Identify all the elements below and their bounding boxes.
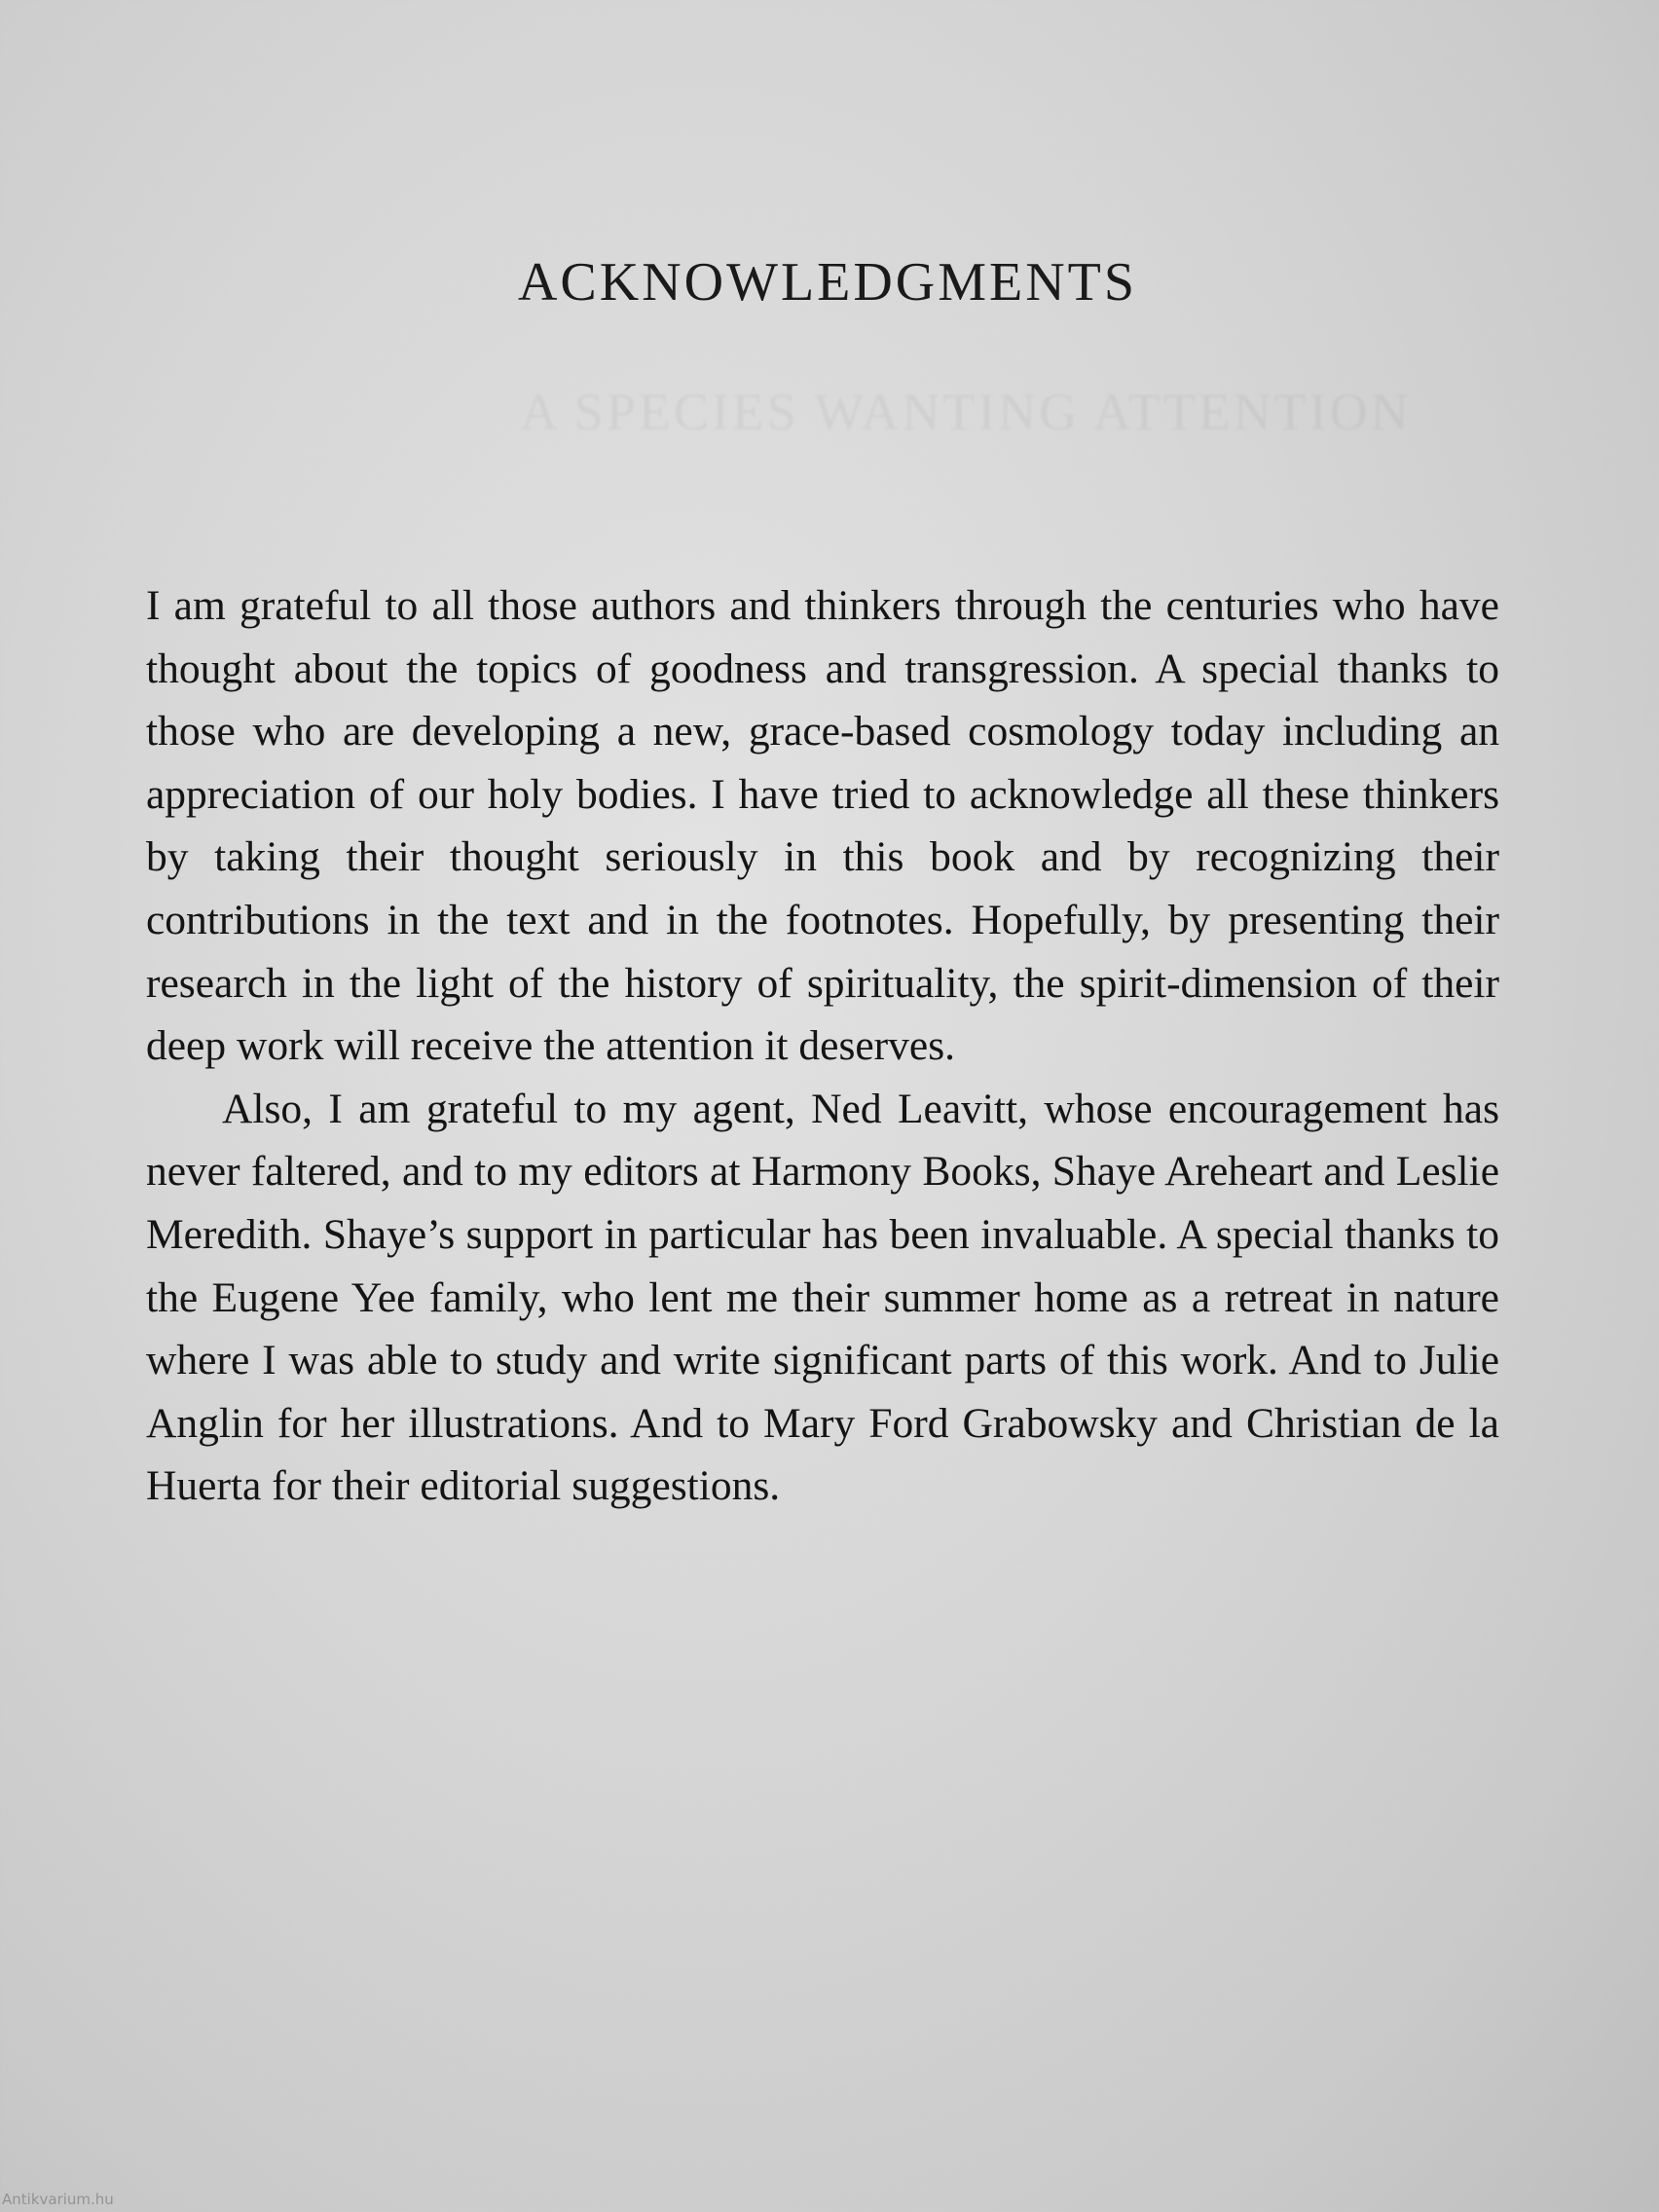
bleed-through-heading <box>136 382 1659 442</box>
page-title: ACKNOWLEDGMENTS <box>517 252 1138 313</box>
watermark: Antikvarium.hu <box>2 2191 114 2208</box>
acknowledgments-body <box>146 574 1499 1518</box>
paragraph-2: Also, I am grateful to my agent, Ned Leavitt, whose encouragement has never faltered, and to my editors at Harmony Books, Shaye Areheart and Leslie Meredith. Shaye’s support in particular has been invaluable. A special thanks to the Eugene Yee family, who lent me their summer home as a retreat in nature where I was able to study and write significant parts of this work. And to Julie Anglin for her illustrations. And to Mary Ford Grabowsky and Christian de la Huerta for their editorial suggestions. <box>146 1085 1499 1510</box>
paragraph-1: I am grateful to all those authors and thinkers through the centuries who have thought about the topics of goodness and transgression. A special thanks to those who are developing a new, grace-based cosmology today including an appreciation of our holy bodies. I have tried to acknowledge all these thinkers by taking their thought seriously in this book and by recognizing their contributions in the text and in the footnotes. Hopefully, by presenting their research in the light of the history of spirituality, the spirit-dimension of their deep work will receive the attention it deserves. <box>146 582 1499 1070</box>
